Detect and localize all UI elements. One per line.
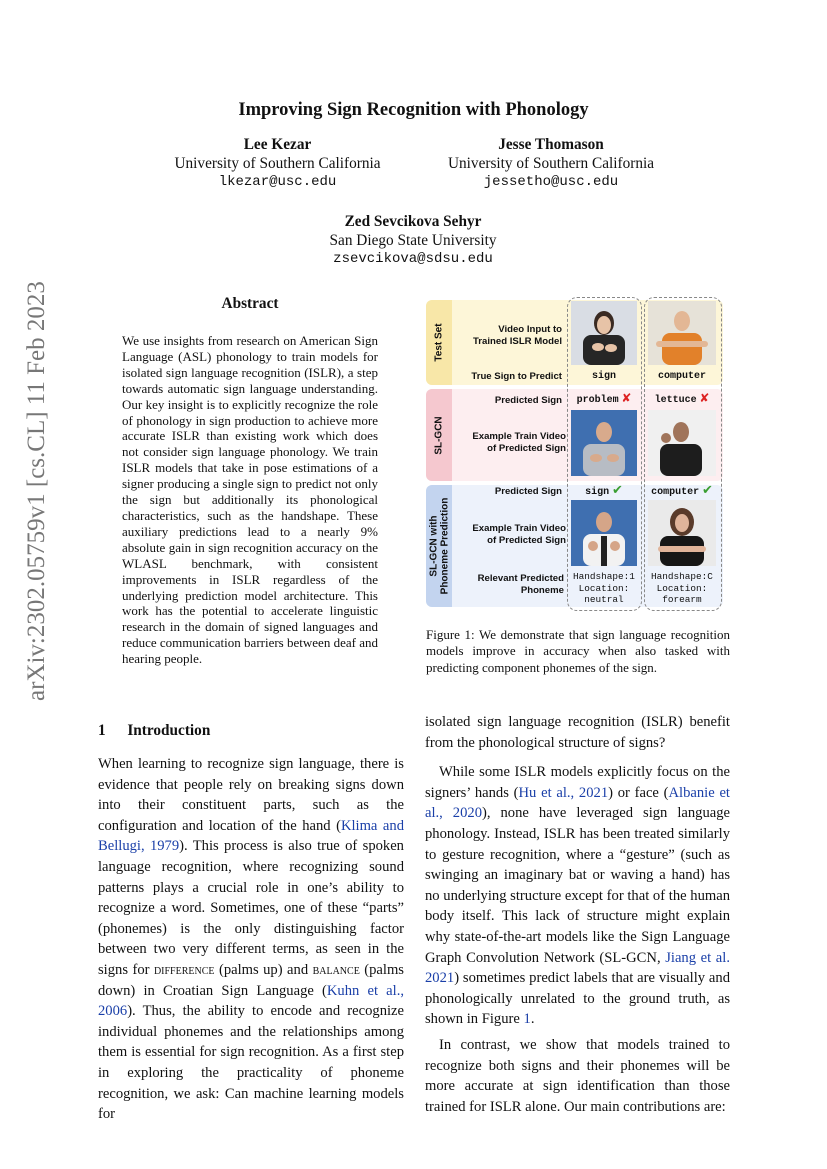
abstract-heading: Abstract <box>221 295 279 312</box>
predicted-sign-value: problem <box>576 395 619 406</box>
citation-link[interactable]: Hu et al., 2021 <box>518 784 609 801</box>
citation-link[interactable]: Kuhn et al., 2006 <box>98 982 404 1020</box>
slgcn-label: SL-GCN <box>426 389 452 481</box>
author-block <box>263 212 563 269</box>
author-block <box>165 135 390 192</box>
video-frame-signer <box>648 301 716 365</box>
true-sign-value: sign <box>591 371 616 382</box>
row-label-example-train: Example Train Video of Predicted Sign <box>472 523 566 546</box>
phoneme-label: SL-GCN with Phoneme Prediction <box>426 485 452 607</box>
author-name: Zed Sevcikova Sehyr <box>344 213 482 230</box>
row-label-true-sign: True Sign to Predict <box>471 371 562 382</box>
check-mark-icon: ✔ <box>611 482 623 497</box>
train-video-frame <box>648 500 716 566</box>
slgcn-prediction <box>646 393 718 407</box>
intro-paragraph-left: When learning to recognize sign language, there is evidence that people rely on breaking signs down into their constituent parts, such as the configuration and location of the hand (Klima and Bellugi, 1979). This process is also true of spoken language recognition, where recognizing sound patterns plays a crucial role in one’s ability to recognize a word. Sometimes, one of these “parts” (phonemes) is the only distinguishing factor between two very different terms, as seen in the signs for difference (palms up) and balance (palms down) in Croatian Sign Language (Kuhn et al., 2006). Thus, the ability to encode and recognize individual phonemes and the relationships among them is essential for sign recognition. As a first step in exploring the practicality of phoneme recognition, we ask: Can machine learning models for <box>98 756 404 1123</box>
row-label-video-input: Video Input to Trained ISLR Model <box>472 324 562 347</box>
predicted-sign-value: lettuce <box>654 395 697 406</box>
paper-title: Improving Sign Recognition with Phonology <box>238 100 589 120</box>
author-block <box>435 135 667 192</box>
section-heading <box>98 722 398 740</box>
train-video-frame <box>648 410 716 476</box>
relevant-phoneme: Handshape:1 Location: neutral <box>573 571 635 605</box>
author-name: Jesse Thomason <box>498 136 604 153</box>
train-video-frame <box>571 410 637 476</box>
author-email[interactable]: jessetho@usc.edu <box>483 174 619 190</box>
section-number: 1 <box>98 722 106 739</box>
test-set-label: Test Set <box>426 300 452 385</box>
wrong-mark-icon: ✘ <box>699 391 710 405</box>
figure-1 <box>426 297 723 612</box>
row-label-relevant-phoneme: Relevant Predicted Phoneme <box>477 573 564 596</box>
intro-paragraph-right: isolated sign language recognition (ISLR) benefit from the phonological structure of signs? While some ISLR models explicitly focus on the signers’ hands (Hu et al., 2021) or face (Albanie et al., 2020), none have leveraged sign language phonology. Instead, ISLR has been treated similarly to gesture recognition, where a “gesture” (such as swinging an imaginary bat or waving a hand) has no underlying structure except for that of the human body itself. This lack of structure might explain why state-of-the-art models like the Sign Language Graph Convolution Network (SL-GCN, Jiang et al. 2021) sometimes predict labels that are visually and phonologically unrelated to the ground truth, as shown in Figure 1. In contrast, we show that models trained to recognize both signs and their phonemes will be more accurate at sign identification than those trained for ISLR alone. Our main contributions are: <box>425 714 730 1115</box>
true-sign-value: computer <box>657 371 706 382</box>
citation-link[interactable]: Jiang et al. 2021 <box>425 949 730 987</box>
figure-caption: Figure 1: We demonstrate that sign language recognition models improve in accuracy when also tasked with predicting component phonemes of the sign. <box>426 627 730 675</box>
author-name: Lee Kezar <box>243 136 312 153</box>
predicted-sign-value: sign <box>585 487 610 498</box>
citation-link[interactable]: Albanie et al., 2020 <box>425 784 730 822</box>
author-affiliation: University of Southern California <box>447 155 655 172</box>
check-mark-icon: ✔ <box>701 482 713 497</box>
abstract-text: We use insights from research on American Sign Language (ASL) phonology to train models for isolated sign language recognition (ISLR), a step towards automatic sign language understanding. Our key insight is to explicitly recognize the role of phonology in sign production to achieve more accurate ISLR than existing work which does not consider sign language phonology. We train ISLR models that take in pose estimations of a signer producing a single sign to predict not only the sign but additionally its phonological characteristics, such as the handshape. These auxiliary predictions lead to a nearly 9% absolute gain in sign recognition accuracy on the WLASL benchmark, with consistent improvements in ISLR regardless of the underlying prediction model architecture. This work has the potential to accelerate linguistic research in the domain of signed languages and reduce communication barriers between deaf and hearing people. <box>122 333 378 667</box>
video-frame-signer <box>571 301 637 365</box>
section-title: Introduction <box>127 722 211 739</box>
phoneme-prediction <box>646 484 718 499</box>
author-affiliation: University of Southern California <box>174 155 381 172</box>
predicted-sign-value: computer <box>651 487 700 498</box>
arxiv-identifier: arXiv:2302.05759v1 [cs.CL] 11 Feb 2023 <box>23 281 50 701</box>
figure-reference-link[interactable]: 1 <box>523 1011 531 1028</box>
author-email[interactable]: lkezar@usc.edu <box>218 174 337 190</box>
phoneme-prediction <box>569 484 639 499</box>
row-label-predicted-sign: Predicted Sign <box>494 395 562 406</box>
wrong-mark-icon: ✘ <box>621 391 632 405</box>
slgcn-prediction <box>569 393 639 407</box>
train-video-frame <box>571 500 637 566</box>
author-affiliation: San Diego State University <box>329 232 497 249</box>
citation-link[interactable]: Klima and Bellugi, 1979 <box>98 817 404 855</box>
row-label-example-train: Example Train Video of Predicted Sign <box>472 431 566 454</box>
author-email[interactable]: zsevcikova@sdsu.edu <box>333 251 493 267</box>
row-label-predicted-sign: Predicted Sign <box>494 486 562 497</box>
relevant-phoneme: Handshape:C Location: forearm <box>651 571 713 605</box>
